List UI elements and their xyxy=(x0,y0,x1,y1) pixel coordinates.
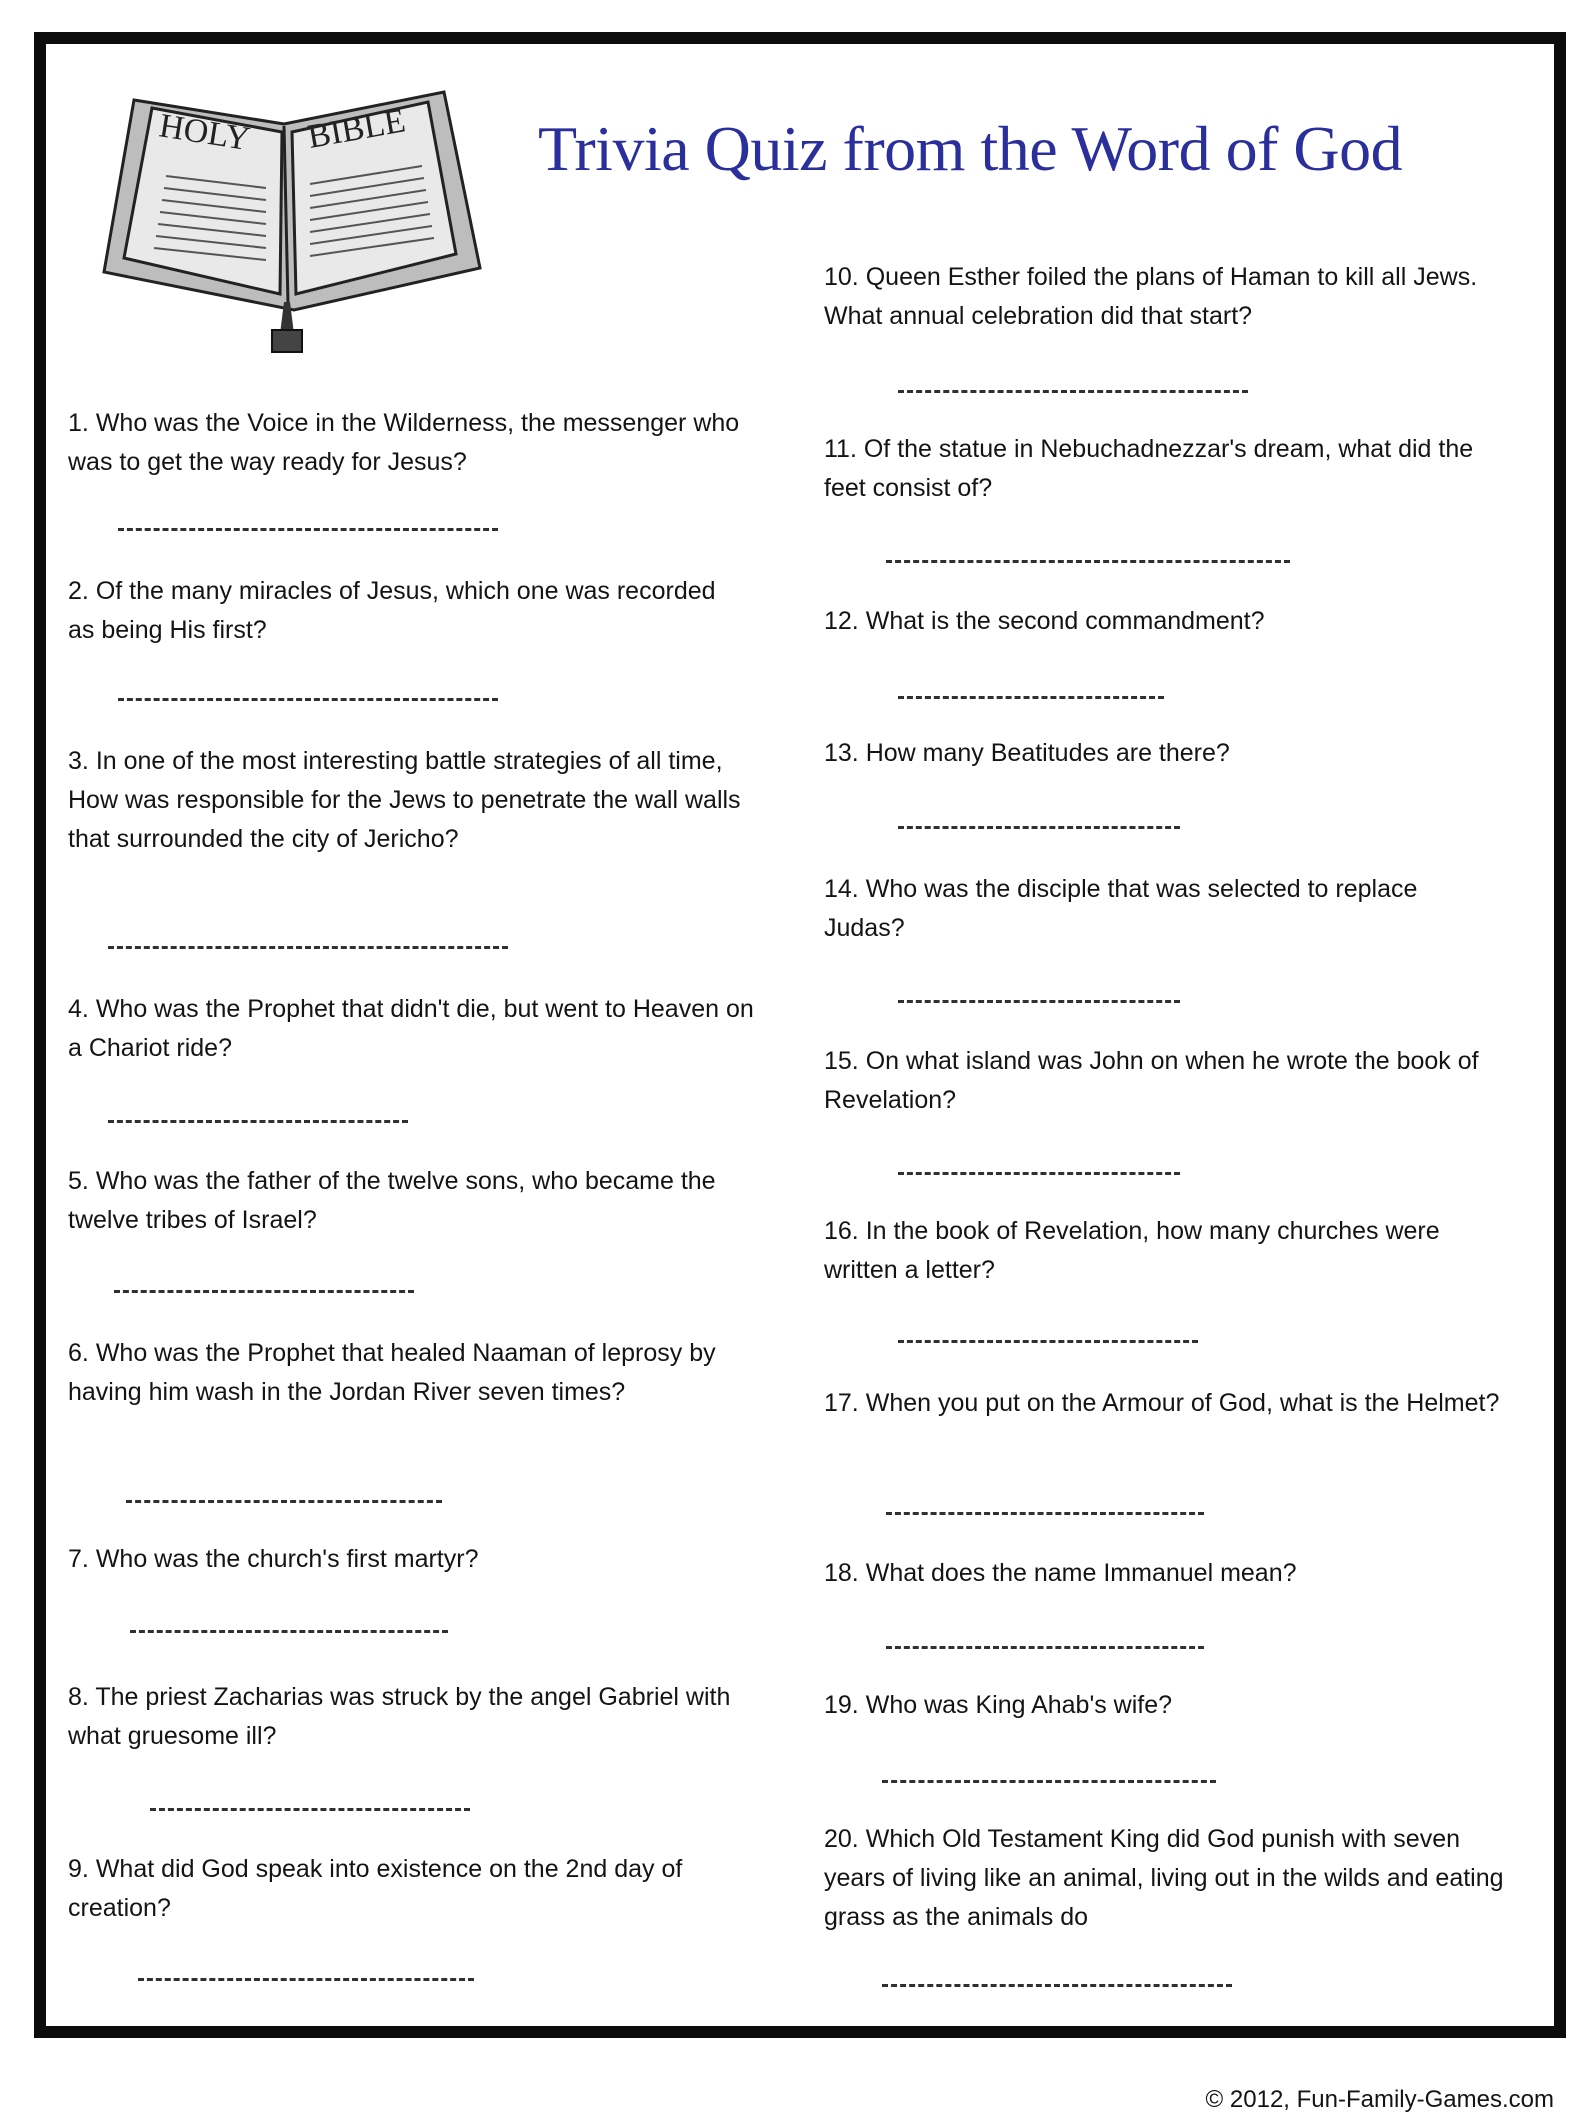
answer-line-6[interactable] xyxy=(126,1500,442,1503)
question-3 xyxy=(68,742,768,859)
question-text: Queen Esther foiled the plans of Haman to kill all Jews. What annual celebration did that start? xyxy=(824,263,1478,330)
answer-line-5[interactable] xyxy=(114,1290,414,1293)
question-number: 1. xyxy=(68,409,89,437)
question-6 xyxy=(68,1334,758,1412)
answer-line-13[interactable] xyxy=(898,826,1180,829)
question-text: Of the many miracles of Jesus, which one was recorded as being His first? xyxy=(68,577,716,644)
answer-line-9[interactable] xyxy=(138,1978,474,1981)
question-text: Who was the father of the twelve sons, who became the twelve tribes of Israel? xyxy=(68,1167,716,1234)
question-18 xyxy=(824,1554,1514,1593)
question-number: 16. xyxy=(824,1217,859,1245)
question-number: 11. xyxy=(824,435,857,463)
answer-line-2[interactable] xyxy=(118,698,498,701)
question-20 xyxy=(824,1820,1524,1937)
question-text: Who was the disciple that was selected to replace Judas? xyxy=(824,875,1418,942)
answer-line-8[interactable] xyxy=(150,1808,470,1811)
question-13 xyxy=(824,734,1514,773)
question-text: In one of the most interesting battle strategies of all time, How was responsible for the Jews to penetrate the wall walls that surrounded the city of Jericho? xyxy=(68,747,741,853)
question-19 xyxy=(824,1686,1514,1725)
question-text: In the book of Revelation, how many churches were written a letter? xyxy=(824,1217,1440,1284)
question-16 xyxy=(824,1212,1514,1290)
answer-line-11[interactable] xyxy=(886,560,1290,563)
question-12 xyxy=(824,602,1514,641)
question-number: 6. xyxy=(68,1339,89,1367)
answer-line-16[interactable] xyxy=(898,1340,1198,1343)
question-text: When you put on the Armour of God, what is the Helmet? xyxy=(865,1389,1500,1417)
question-number: 10. xyxy=(824,263,859,291)
question-15 xyxy=(824,1042,1514,1120)
question-2 xyxy=(68,572,748,650)
question-number: 20. xyxy=(824,1825,859,1853)
question-number: 19. xyxy=(824,1691,859,1719)
question-text: Who was the Prophet that didn't die, but went to Heaven on a Chariot ride? xyxy=(68,995,754,1062)
question-text: What does the name Immanuel mean? xyxy=(865,1559,1297,1587)
bible-cover-left-text: HOLY xyxy=(156,107,253,159)
question-text: On what island was John on when he wrote the book of Revelation? xyxy=(824,1047,1479,1114)
page-title: Trivia Quiz from the Word of God xyxy=(538,113,1403,184)
question-4 xyxy=(68,990,758,1068)
question-text: How many Beatitudes are there? xyxy=(865,739,1230,767)
question-number: 12. xyxy=(824,607,859,635)
question-number: 14. xyxy=(824,875,859,903)
answer-line-14[interactable] xyxy=(898,1000,1180,1003)
question-text: Of the statue in Nebuchadnezzar's dream, what did the feet consist of? xyxy=(824,435,1474,502)
question-number: 5. xyxy=(68,1167,89,1195)
question-number: 18. xyxy=(824,1559,859,1587)
answer-line-19[interactable] xyxy=(882,1780,1216,1783)
question-text: Who was King Ahab's wife? xyxy=(865,1691,1173,1719)
answer-line-1[interactable] xyxy=(118,528,498,531)
question-number: 3. xyxy=(68,747,89,775)
holy-bible-illustration xyxy=(84,72,494,362)
answer-line-17[interactable] xyxy=(886,1512,1204,1515)
question-number: 9. xyxy=(68,1855,89,1883)
answer-line-18[interactable] xyxy=(886,1646,1204,1649)
answer-line-7[interactable] xyxy=(130,1630,448,1633)
answer-line-15[interactable] xyxy=(898,1172,1180,1175)
question-11 xyxy=(824,430,1514,508)
question-number: 15. xyxy=(824,1047,859,1075)
question-7 xyxy=(68,1540,758,1579)
question-1 xyxy=(68,404,768,482)
bible-cover-right-text: BIBLE xyxy=(304,102,409,156)
question-number: 8. xyxy=(68,1683,89,1711)
question-8 xyxy=(68,1678,758,1756)
answer-line-10[interactable] xyxy=(898,390,1248,393)
answer-line-20[interactable] xyxy=(882,1984,1232,1987)
question-text: Who was the Voice in the Wilderness, the messenger who was to get the way ready for Jesus? xyxy=(68,409,740,476)
copyright-notice: © 2012, Fun-Family-Games.com xyxy=(1205,2086,1554,2113)
question-text: The priest Zacharias was struck by the angel Gabriel with what gruesome ill? xyxy=(68,1683,731,1750)
question-number: 7. xyxy=(68,1545,89,1573)
question-text: Who was the church's first martyr? xyxy=(95,1545,479,1573)
question-17 xyxy=(824,1384,1514,1423)
answer-line-12[interactable] xyxy=(898,696,1164,699)
question-number: 4. xyxy=(68,995,89,1023)
question-9 xyxy=(68,1850,758,1928)
question-text: Which Old Testament King did God punish with seven years of living like an animal, living out in the wilds and eating grass as the animals do xyxy=(824,1825,1504,1931)
question-text: Who was the Prophet that healed Naaman of leprosy by having him wash in the Jordan River seven times? xyxy=(68,1339,716,1406)
open-bible-icon xyxy=(84,72,494,362)
question-10 xyxy=(824,258,1514,336)
question-14 xyxy=(824,870,1504,948)
question-number: 13. xyxy=(824,739,859,767)
answer-line-4[interactable] xyxy=(108,1120,408,1123)
question-text: What is the second commandment? xyxy=(865,607,1265,635)
question-5 xyxy=(68,1162,758,1240)
answer-line-3[interactable] xyxy=(108,946,508,949)
question-text: What did God speak into existence on the 2nd day of creation? xyxy=(68,1855,683,1922)
question-number: 17. xyxy=(824,1389,859,1417)
question-number: 2. xyxy=(68,577,89,605)
